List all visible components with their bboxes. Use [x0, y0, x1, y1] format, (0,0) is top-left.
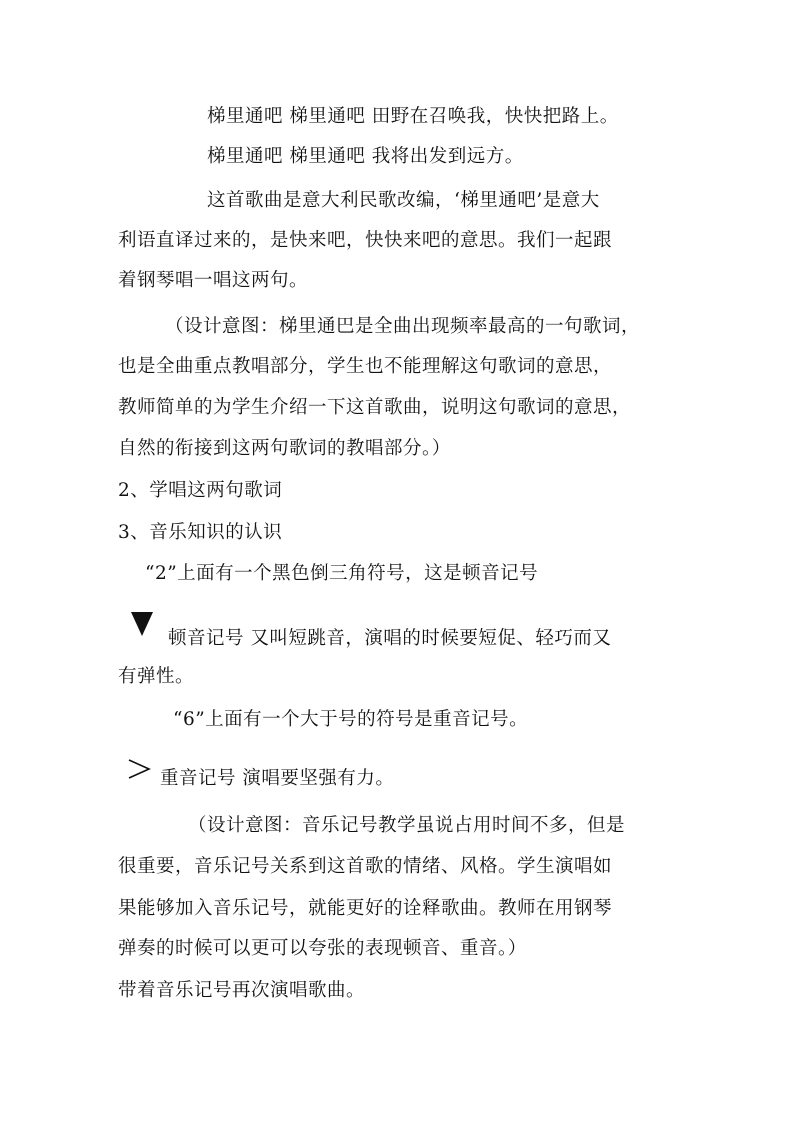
intro-paragraph-line-3: 着钢琴唱一唱这两句。 [118, 270, 309, 291]
intro-paragraph-line-2: 利语直译过来的，是快来吧，快快来吧的意思。我们一起跟 [118, 230, 613, 251]
section-2-heading: 2、学唱这两句歌词 [118, 480, 283, 501]
design-note-2-line-1: （设计意图：音乐记号教学虽说占用时间不多，但是 [188, 815, 626, 836]
staccato-definition-line-1: 顿音记号 又叫短跳音，演唱的时候要短促、轻巧而又 [168, 628, 612, 649]
design-note-1-line-2: 也是全曲重点教唱部分，学生也不能理解这句歌词的意思， [118, 356, 613, 377]
design-note-1-line-3: 教师简单的为学生介绍一下这首歌曲，说明这句歌词的意思， [118, 397, 632, 418]
design-note-1-line-4: 自然的衔接到这两句歌词的教唱部分。） [118, 438, 451, 459]
lyric-line-2: 梯里通吧 梯里通吧 我将出发到远方。 [207, 146, 524, 167]
design-note-2-line-3: 果能够加入音乐记号，就能更好的诠释歌曲。教师在用钢琴 [118, 898, 613, 919]
staccato-definition-line-2: 有弹性。 [118, 666, 195, 687]
lyric-line-1: 梯里通吧 梯里通吧 田野在召唤我，快快把路上。 [207, 106, 619, 127]
intro-paragraph-line-1: 这首歌曲是意大利民歌改编，‘梯里通吧’是意大 [207, 190, 600, 211]
section-3-heading: 3、音乐知识的认识 [118, 522, 283, 543]
accent-definition-line: 重音记号 演唱要坚强有力。 [160, 768, 395, 789]
design-note-2-line-2: 很重要，音乐记号关系到这首歌的情绪、风格。学生演唱如 [118, 856, 613, 877]
greater-than-icon [127, 757, 151, 781]
staccato-intro-line: “2”上面有一个黑色倒三角符号，这是顿音记号 [145, 563, 539, 584]
design-note-1-line-1: （设计意图：梯里通巴是全曲出现频率最高的一句歌词， [165, 316, 641, 337]
inverted-triangle-icon [131, 612, 153, 636]
final-instruction-line: 带着音乐记号再次演唱歌曲。 [118, 980, 366, 1001]
accent-intro-line: “6”上面有一个大于号的符号是重音记号。 [173, 709, 529, 730]
design-note-2-line-4: 弹奏的时候可以更可以夸张的表现顿音、重音。） [118, 938, 527, 959]
